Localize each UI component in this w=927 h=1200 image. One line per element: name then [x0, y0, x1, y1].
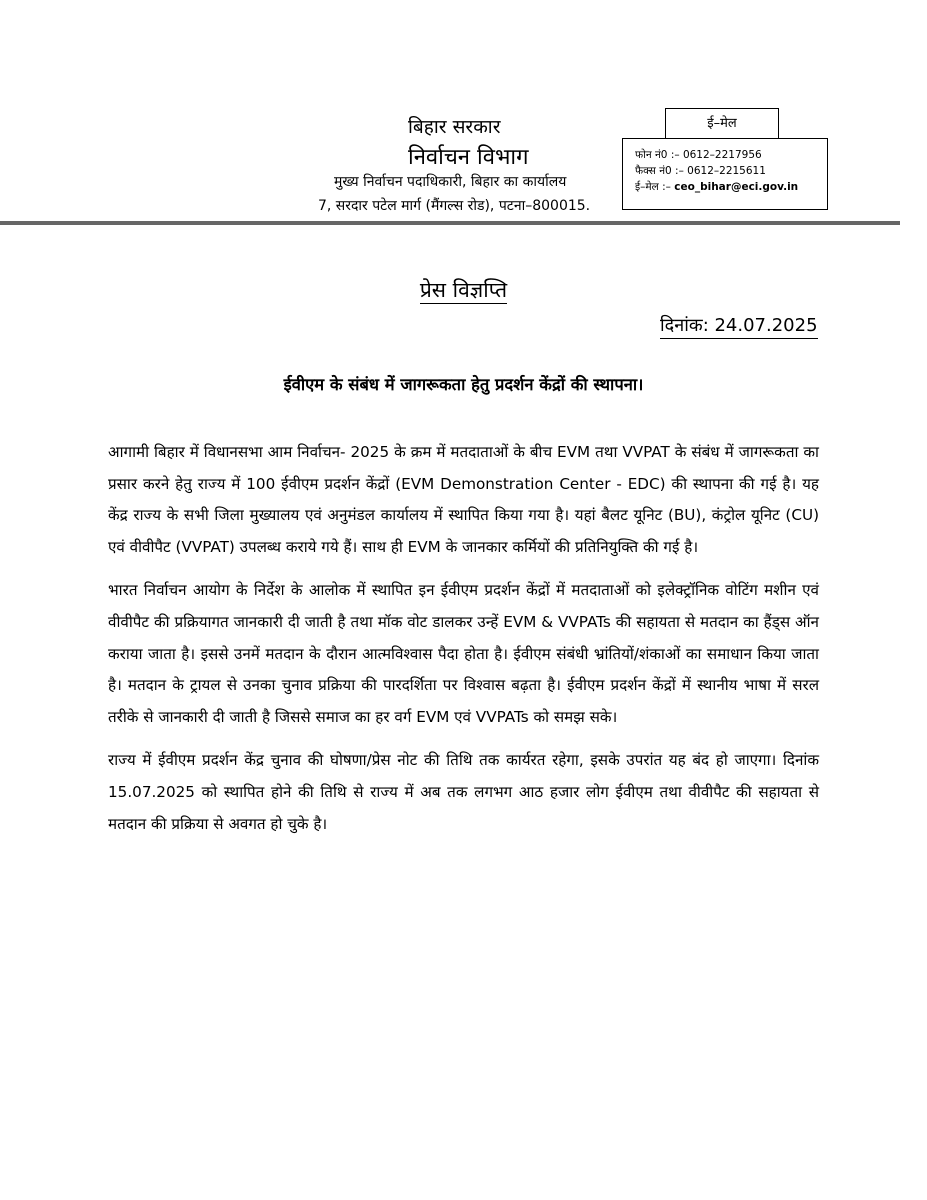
fax-number: फैक्स नं0 :– 0612–2215611 — [635, 165, 766, 177]
header-separator — [0, 221, 900, 225]
release-date: दिनांक: 24.07.2025 — [660, 313, 818, 339]
press-release-title-wrap — [0, 276, 927, 304]
phone-number: फोन नं0 :– 0612–2217956 — [635, 149, 762, 161]
email-row — [635, 179, 827, 195]
press-release-title: प्रेस विज्ञप्ति — [419, 278, 508, 302]
office-address: 7, सरदार पटेल मार्ग (मैंगल्स रोड), पटना–800015. — [318, 198, 591, 214]
release-subject: ईवीएम के संबंध में जागरूकता हेतु प्रदर्शन केंद्रों की स्थापना। — [283, 375, 644, 394]
government-name: बिहार सरकार — [408, 116, 501, 138]
body-paragraph-1: आगामी बिहार में विधानसभा आम निर्वाचन- 2025 के क्रम में मतदाताओं के बीच EVM तथा VVPAT के संबंध में जागरूकता का प्रसार करने हेतु राज्य में 100 ईवीएम प्रदर्शन केंद्रों (EVM Demonstration Center - EDC) की स्थापना की गई है। यह केंद्र राज्य के सभी जिला मुख्यालय एवं अनुमंडल कार्यालय में स्थापित किया गया है। यहां बैलट यूनिट (BU), कंट्रोल यूनिट (CU) एवं वीवीपैट (VVPAT) उपलब्ध कराये गये हैं। साथ ही EVM के जानकार कर्मियों की प्रतिनियुक्ति की गई है। — [108, 443, 819, 556]
release-body — [108, 437, 819, 852]
email-label: ई–मेल :– — [635, 181, 671, 193]
body-paragraph-2: भारत निर्वाचन आयोग के निर्देश के आलोक में स्थापित इन ईवीएम प्रदर्शन केंद्रों में मतदाताओं को इलेक्ट्रॉनिक वोटिंग मशीन एवं वीवीपैट की प्रक्रियागत जानकारी दी जाती है तथा मॉक वोट डालकर उन्हें EVM & VVPATs की सहायता से मतदान का हैंड्स ऑन कराया जाता है। इससे उनमें मतदान के दौरान आत्मविश्वास पैदा होता है। ईवीएम संबंधी भ्रांतियों/शंकाओं का समाधान किया जाता है। मतदान के ट्रायल से उनका चुनाव प्रक्रिया की पारदर्शिता पर विश्वास बढ़ता है। ईवीएम प्रदर्शन केंद्रों में स्थानीय भाषा में सरल तरीके से जानकारी दी जाती है जिससे समाज का हर वर्ग EVM एवं VVPATs को समझ सके। — [108, 581, 819, 726]
body-paragraph-3: राज्य में ईवीएम प्रदर्शन केंद्र चुनाव की घोषणा/प्रेस नोट की तिथि तक कार्यरत रहेगा, इसके उपरांत यह बंद हो जाएगा। दिनांक 15.07.2025 को स्थापित होने की तिथि से राज्य में अब तक लगभग आठ हजार लोग ईवीएम तथा वीवीपैट की सहायता से मतदान की प्रक्रिया से अवगत हो चुके है। — [108, 751, 819, 833]
email-address: ceo_bihar@eci.gov.in — [674, 181, 799, 193]
email-tab-label: ई–मेल — [665, 108, 779, 138]
contact-box — [622, 138, 828, 210]
department-name: निर्वाचन विभाग — [408, 145, 529, 170]
office-name: मुख्य निर्वाचन पदाधिकारी, बिहार का कार्यालय — [334, 174, 567, 190]
